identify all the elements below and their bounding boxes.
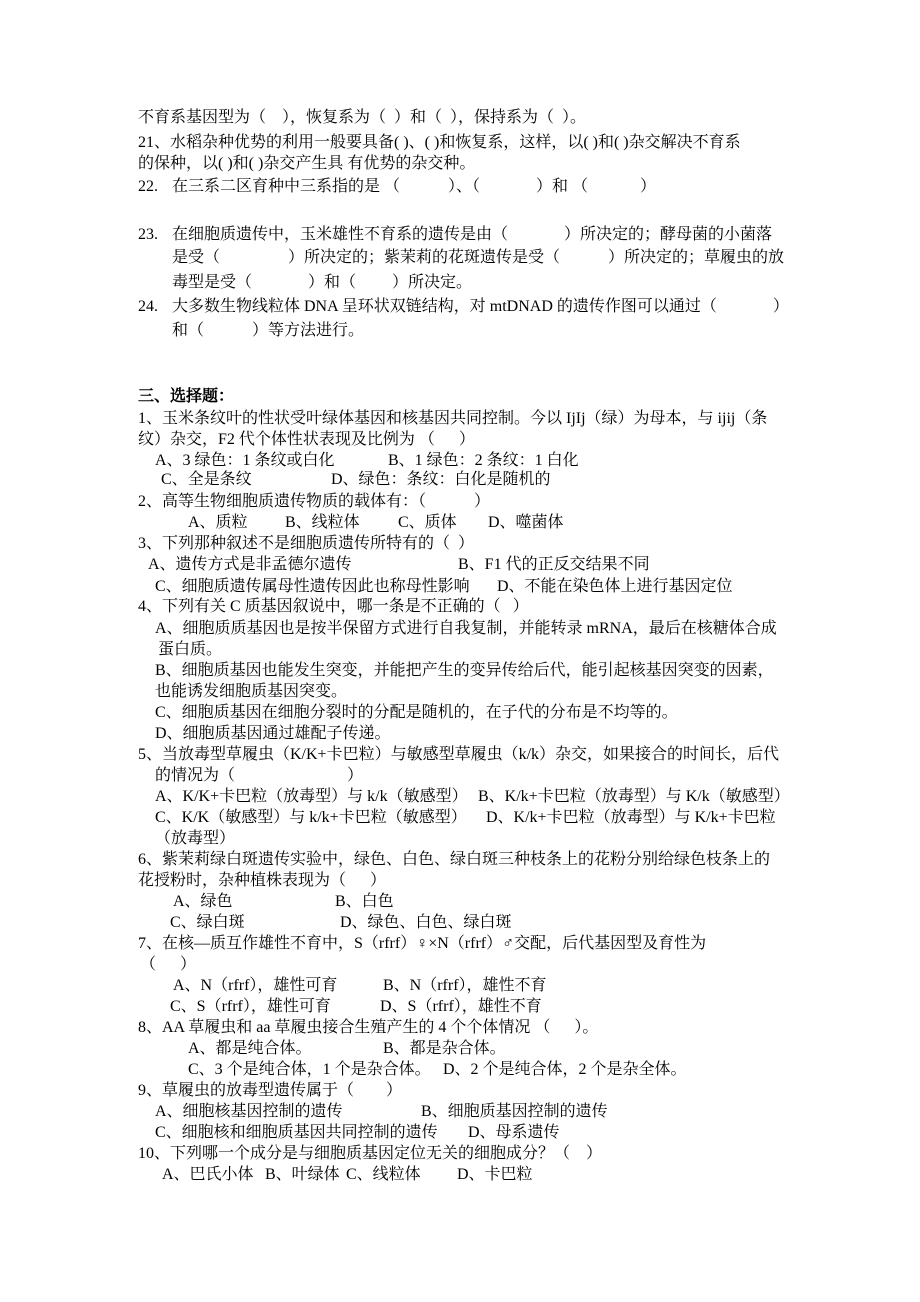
q5-option-a: A、K/K+卡巴粒（放毒型）与 k/k（敏感型） [155, 788, 468, 805]
q2-option-d: D、噬菌体 [488, 514, 564, 531]
q5-stem: 5、当放毒型草履虫（K/K+卡巴粒）与敏感型草履虫（k/k）杂交，如果接合的时间长，后代 [138, 746, 780, 763]
q23-line: 毒型是受（ ）和（ ）所决定。 [172, 274, 473, 291]
q5-option-c: C、K/K（敏感型）与 k/k+卡巴粒（敏感型） [155, 809, 467, 826]
q6-option-c: C、绿白斑 [170, 914, 245, 931]
q23-line: 是受（ ）所决定的；紫茉莉的花斑遗传是受（ ）所决定的；草履虫的放 [172, 249, 785, 266]
q6-stem: 花授粉时，杂种植株表现为（ ） [138, 872, 387, 889]
q2-option-a: A、质粒 [188, 514, 248, 531]
q2-stem: 2、高等生物细胞质遗传物质的载体有：（ ） [138, 493, 491, 510]
q1-option-c: C、全是条纹 [161, 471, 252, 488]
q10-option-d: D、卡巴粒 [457, 1166, 533, 1183]
q1-option-d: D、绿色：条纹：白化是随机的 [331, 471, 551, 488]
q3-option-a: A、遗传方式是非孟德尔遗传 [148, 556, 352, 573]
q3-option-b: B、F1 代的正反交结果不同 [458, 556, 650, 573]
q1-option-a: A、3 绿色：1 条纹或白化 [155, 452, 335, 469]
q8-option-d: D、2 个是纯合体，2 个是杂全体。 [443, 1061, 687, 1078]
q3-option-c: C、细胞质遗传属母性遗传因此也称母性影响 [155, 578, 470, 595]
q8-option-a: A、都是纯合体。 [188, 1040, 312, 1057]
q4-option-b: B、细胞质基因也能发生突变，并能把产生的变异传给后代，能引起核基因突变的因素， [155, 662, 774, 679]
q5-stem: 的情况为（ ） [155, 767, 364, 784]
q9-stem: 9、草履虫的放毒型遗传属于（ ） [138, 1082, 403, 1099]
q1-stem: 纹）杂交，F2 代个体性状表现及比例为 （ ） [138, 431, 475, 448]
q4-option-a-cont: 蛋白质。 [158, 641, 223, 658]
q21-line: 的保种，以( )和( )杂交产生具 有优势的杂交种。 [138, 155, 476, 172]
q8-stem: 8、AA 草履虫和 aa 草履虫接合生殖产生的 4 个个体情况 （ ）。 [138, 1019, 599, 1036]
q6-stem: 6、紫茉莉绿白斑遗传实验中，绿色、白色、绿白斑三种枝条上的花粉分别给绿色枝条上的 [138, 851, 771, 868]
q1-stem: 1、玉米条纹叶的性状受叶绿体基因和核基因共同控制。今以 IjIj（绿）为母本，与 ijij（条 [138, 410, 768, 427]
q2-option-b: B、线粒体 [285, 514, 360, 531]
q8-option-c: C、3 个是纯合体，1 个是杂合体。 [188, 1061, 431, 1078]
q8-option-b: B、都是杂合体。 [383, 1040, 506, 1057]
q24-line: 大多数生物线粒体 DNA 呈环状双链结构，对 mtDNAD 的遗传作图可以通过（ ） [172, 298, 789, 315]
q20-continuation: 不育系基因型为（ ），恢复系为（ ）和（ ），保持系为（ ）。 [138, 109, 587, 126]
q22-number: 22. [138, 178, 158, 195]
q3-option-d: D、不能在染色体上进行基因定位 [497, 578, 733, 595]
q7-stem: 7、在核—质互作雄性不育中，S（rfrf）♀×N（rfrf）♂交配，后代基因型及育性为 [138, 935, 707, 952]
q10-stem: 10、下列哪一个成分是与细胞质基因定位无关的细胞成分？（ ） [138, 1145, 603, 1162]
q5-option-d-cont: （放毒型） [155, 830, 236, 847]
q7-stem: （ ） [140, 956, 197, 973]
q9-option-c: C、细胞核和细胞质基因共同控制的遗传 [155, 1124, 438, 1141]
q3-stem: 3、下列那种叙述不是细胞质遗传所特有的（ ） [138, 535, 475, 552]
q9-option-b: B、细胞质基因控制的遗传 [421, 1103, 608, 1120]
q10-option-c: C、线粒体 [346, 1166, 421, 1183]
section-heading: 三、选择题： [138, 388, 235, 405]
q9-option-a: A、细胞核基因控制的遗传 [155, 1103, 343, 1120]
q4-option-c: C、细胞质基因在细胞分裂时的分配是随机的，在子代的分布是不均等的。 [155, 704, 678, 721]
q4-option-d: D、细胞质基因通过雄配子传递。 [155, 725, 391, 742]
q23-line: 在细胞质遗传中，玉米雄性不育系的遗传是由（ ）所决定的；酵母菌的小菌落 [172, 226, 773, 243]
q24-number: 24. [138, 298, 158, 315]
q1-option-b: B、1 绿色：2 条纹：1 白化 [388, 452, 579, 469]
q7-option-a: A、N（rfrf），雄性可育 [173, 977, 338, 994]
q7-option-b: B、N（rfrf），雄性不育 [383, 977, 547, 994]
q7-option-c: C、S（rfrf），雄性可育 [170, 998, 331, 1015]
q21-line: 21、水稻杂种优势的利用一般要具备( )、( )和恢复系，这样，以( )和( )杂交解决不育系 [138, 134, 741, 151]
q22-line: 在三系二区育种中三系指的是 （ ）、（ ）和 （ ） [172, 178, 657, 195]
q6-option-d: D、绿色、白色、绿白斑 [340, 914, 512, 931]
q6-option-a: A、绿色 [173, 893, 233, 910]
q6-option-b: B、白色 [335, 893, 394, 910]
q4-option-b-cont: 也能诱发细胞质基因突变。 [155, 683, 348, 700]
q24-line: 和（ ）等方法进行。 [172, 322, 365, 339]
q7-option-d: D、S（rfrf），雄性不育 [380, 998, 542, 1015]
q4-stem: 4、下列有关 C 质基因叙说中，哪一条是不正确的（ ） [138, 598, 529, 615]
q2-option-c: C、质体 [398, 514, 457, 531]
q5-option-d: D、K/k+卡巴粒（放毒型）与 K/k+卡巴粒 [486, 809, 776, 826]
q23-number: 23. [138, 226, 158, 243]
q10-option-b: B、叶绿体 [265, 1166, 340, 1183]
q10-option-a: A、巴氏小体 [162, 1166, 254, 1183]
q4-option-a: A、细胞质质基因也是按半保留方式进行自我复制，并能转录 mRNA，最后在核糖体合成 [155, 620, 777, 637]
q5-option-b: B、K/k+卡巴粒（放毒型）与 K/k（敏感型） [478, 788, 790, 805]
q9-option-d: D、母系遗传 [468, 1124, 560, 1141]
